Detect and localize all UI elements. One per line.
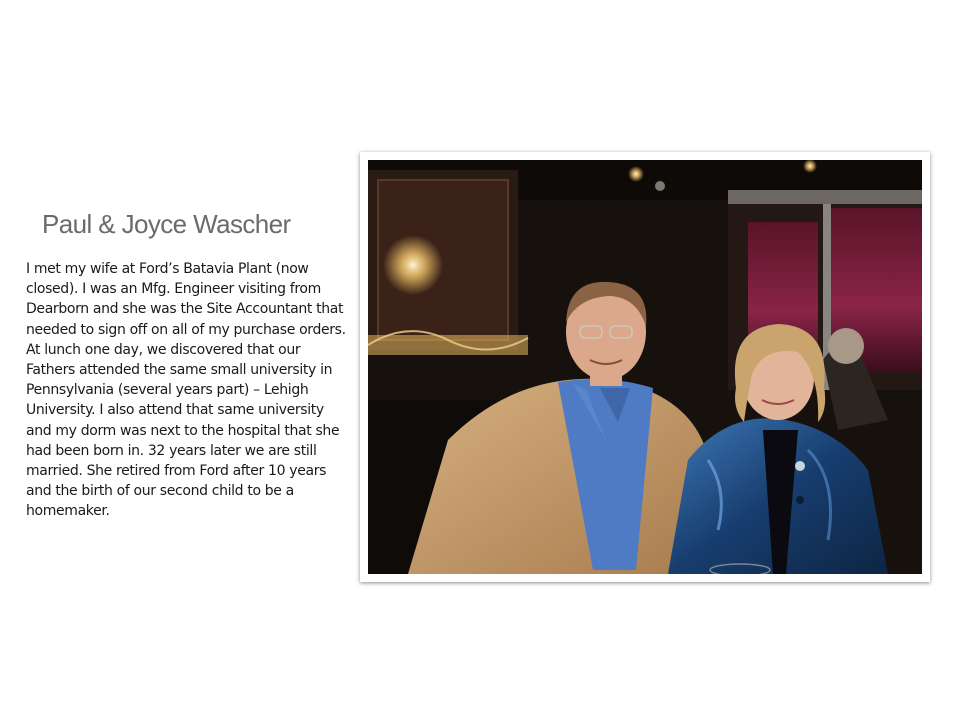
slide-body-text: I met my wife at Ford’s Batavia Plant (now closed). I was an Mfg. Engineer visiting from Dearborn and she was the Site Accountant that needed to sign off on all of my purchase orders. At lunch one day, we discovered that our Fathers attended the same small university in Pennsylvania (several years part) – Lehigh University. I also attend that same university and my dorm was next to the hospital that she had been born in. 32 years later we are still married. She retired from Ford after 10 years and the birth of our second child to be a homemaker. bbox=[26, 261, 346, 520]
couple-photo bbox=[368, 160, 922, 574]
slide-title: Paul & Joyce Wascher bbox=[42, 209, 291, 239]
photo-frame bbox=[360, 152, 930, 582]
couple-photo-illustration bbox=[368, 160, 922, 574]
